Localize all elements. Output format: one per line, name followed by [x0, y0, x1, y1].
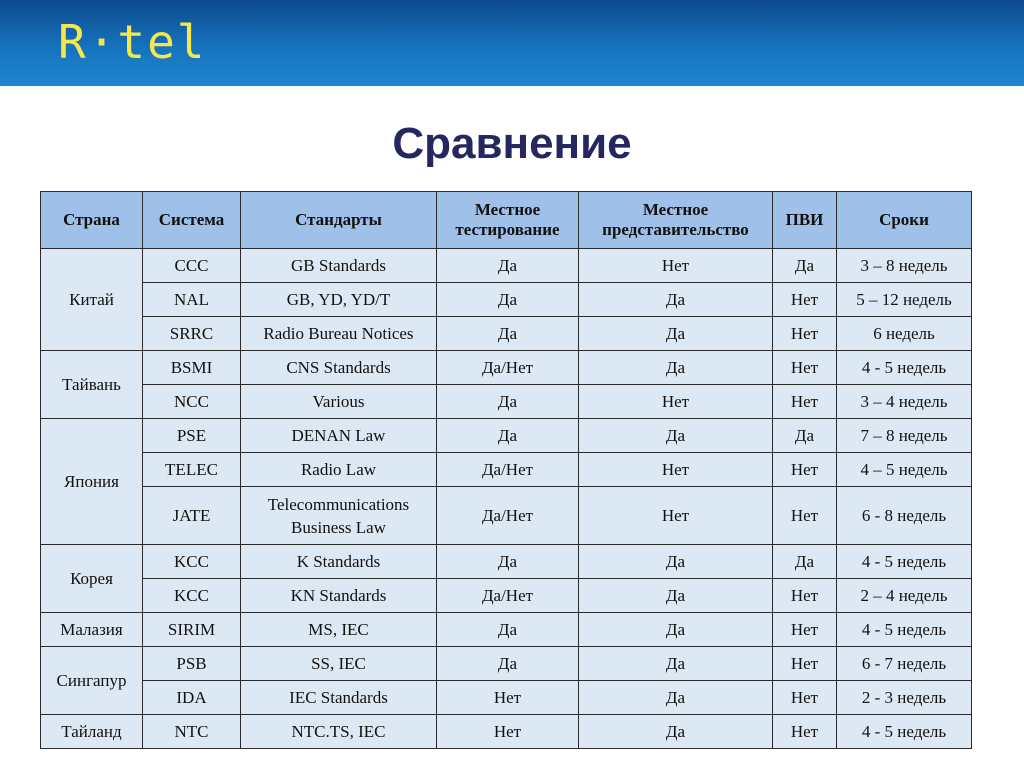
- representation-cell: Да: [579, 613, 773, 647]
- country-cell: Сингапур: [41, 647, 143, 715]
- header-pvi: ПВИ: [773, 192, 837, 249]
- representation-cell: Да: [579, 715, 773, 749]
- standards-cell: Telecommunications Business Law: [241, 487, 437, 545]
- testing-cell: Да: [437, 283, 579, 317]
- table-row: [41, 283, 972, 317]
- testing-cell: Да: [437, 545, 579, 579]
- system-cell: NAL: [143, 283, 241, 317]
- system-cell: CCC: [143, 249, 241, 283]
- time-cell: 6 недель: [837, 317, 972, 351]
- table-row: [41, 249, 972, 283]
- testing-cell: Да: [437, 249, 579, 283]
- testing-cell: Нет: [437, 715, 579, 749]
- pvi-cell: Нет: [773, 351, 837, 385]
- representation-cell: Да: [579, 351, 773, 385]
- representation-cell: Нет: [579, 453, 773, 487]
- country-cell: Тайланд: [41, 715, 143, 749]
- system-cell: TELEC: [143, 453, 241, 487]
- time-cell: 4 - 5 недель: [837, 715, 972, 749]
- standards-cell: SS, IEC: [241, 647, 437, 681]
- representation-cell: Нет: [579, 487, 773, 545]
- page-title: Сравнение: [392, 119, 632, 168]
- representation-cell: Да: [579, 419, 773, 453]
- time-cell: 4 – 5 недель: [837, 453, 972, 487]
- testing-cell: Да: [437, 419, 579, 453]
- logo: R·tel: [58, 15, 207, 69]
- testing-cell: Да: [437, 647, 579, 681]
- table-row: [41, 613, 972, 647]
- table-row: [41, 715, 972, 749]
- system-cell: KCC: [143, 545, 241, 579]
- testing-cell: Да/Нет: [437, 351, 579, 385]
- country-cell: Малазия: [41, 613, 143, 647]
- header-local-representation: Местное представительство: [579, 192, 773, 249]
- pvi-cell: Да: [773, 545, 837, 579]
- representation-cell: Да: [579, 317, 773, 351]
- time-cell: 3 – 4 недель: [837, 385, 972, 419]
- standards-cell: KN Standards: [241, 579, 437, 613]
- time-cell: 3 – 8 недель: [837, 249, 972, 283]
- system-cell: JATE: [143, 487, 241, 545]
- system-cell: PSE: [143, 419, 241, 453]
- time-cell: 7 – 8 недель: [837, 419, 972, 453]
- standards-cell: GB, YD, YD/T: [241, 283, 437, 317]
- system-cell: SRRC: [143, 317, 241, 351]
- system-cell: PSB: [143, 647, 241, 681]
- table-row: [41, 453, 972, 487]
- header-standards: Стандарты: [241, 192, 437, 249]
- country-cell: Тайвань: [41, 351, 143, 419]
- representation-cell: Да: [579, 647, 773, 681]
- table-row: [41, 545, 972, 579]
- table-row: [41, 419, 972, 453]
- pvi-cell: Нет: [773, 385, 837, 419]
- table-row: [41, 681, 972, 715]
- table-row: [41, 487, 972, 545]
- table-row: [41, 647, 972, 681]
- time-cell: 5 – 12 недель: [837, 283, 972, 317]
- system-cell: NTC: [143, 715, 241, 749]
- comparison-table: [40, 191, 972, 749]
- standards-cell: IEC Standards: [241, 681, 437, 715]
- pvi-cell: Нет: [773, 283, 837, 317]
- header-time: Сроки: [837, 192, 972, 249]
- standards-cell: Various: [241, 385, 437, 419]
- header-country: Страна: [41, 192, 143, 249]
- table-row: [41, 351, 972, 385]
- system-cell: KCC: [143, 579, 241, 613]
- pvi-cell: Да: [773, 249, 837, 283]
- time-cell: 6 - 8 недель: [837, 487, 972, 545]
- representation-cell: Да: [579, 545, 773, 579]
- system-cell: SIRIM: [143, 613, 241, 647]
- standards-cell: GB Standards: [241, 249, 437, 283]
- standards-cell: K Standards: [241, 545, 437, 579]
- pvi-cell: Нет: [773, 681, 837, 715]
- representation-cell: Да: [579, 283, 773, 317]
- pvi-cell: Нет: [773, 579, 837, 613]
- time-cell: 6 - 7 недель: [837, 647, 972, 681]
- header-system: Система: [143, 192, 241, 249]
- standards-cell: MS, IEC: [241, 613, 437, 647]
- time-cell: 4 - 5 недель: [837, 613, 972, 647]
- testing-cell: Да: [437, 613, 579, 647]
- testing-cell: Да/Нет: [437, 487, 579, 545]
- standards-cell: Radio Bureau Notices: [241, 317, 437, 351]
- pvi-cell: Нет: [773, 317, 837, 351]
- time-cell: 4 - 5 недель: [837, 545, 972, 579]
- country-cell: Корея: [41, 545, 143, 613]
- standards-cell: DENAN Law: [241, 419, 437, 453]
- standards-cell: CNS Standards: [241, 351, 437, 385]
- country-cell: Китай: [41, 249, 143, 351]
- time-cell: 2 – 4 недель: [837, 579, 972, 613]
- standards-cell: NTC.TS, IEC: [241, 715, 437, 749]
- country-cell: Япония: [41, 419, 143, 545]
- table-row: [41, 385, 972, 419]
- table-row: [41, 579, 972, 613]
- representation-cell: Нет: [579, 385, 773, 419]
- pvi-cell: Нет: [773, 715, 837, 749]
- testing-cell: Да: [437, 317, 579, 351]
- pvi-cell: Нет: [773, 453, 837, 487]
- testing-cell: Да: [437, 385, 579, 419]
- system-cell: BSMI: [143, 351, 241, 385]
- testing-cell: Нет: [437, 681, 579, 715]
- pvi-cell: Нет: [773, 613, 837, 647]
- standards-cell: Radio Law: [241, 453, 437, 487]
- table-row: [41, 317, 972, 351]
- time-cell: 2 - 3 недель: [837, 681, 972, 715]
- header-local-testing: Местное тестирование: [437, 192, 579, 249]
- time-cell: 4 - 5 недель: [837, 351, 972, 385]
- representation-cell: Да: [579, 579, 773, 613]
- pvi-cell: Да: [773, 419, 837, 453]
- pvi-cell: Нет: [773, 487, 837, 545]
- system-cell: IDA: [143, 681, 241, 715]
- testing-cell: Да/Нет: [437, 579, 579, 613]
- representation-cell: Да: [579, 681, 773, 715]
- pvi-cell: Нет: [773, 647, 837, 681]
- system-cell: NCC: [143, 385, 241, 419]
- testing-cell: Да/Нет: [437, 453, 579, 487]
- table-header-row: [41, 192, 972, 249]
- representation-cell: Нет: [579, 249, 773, 283]
